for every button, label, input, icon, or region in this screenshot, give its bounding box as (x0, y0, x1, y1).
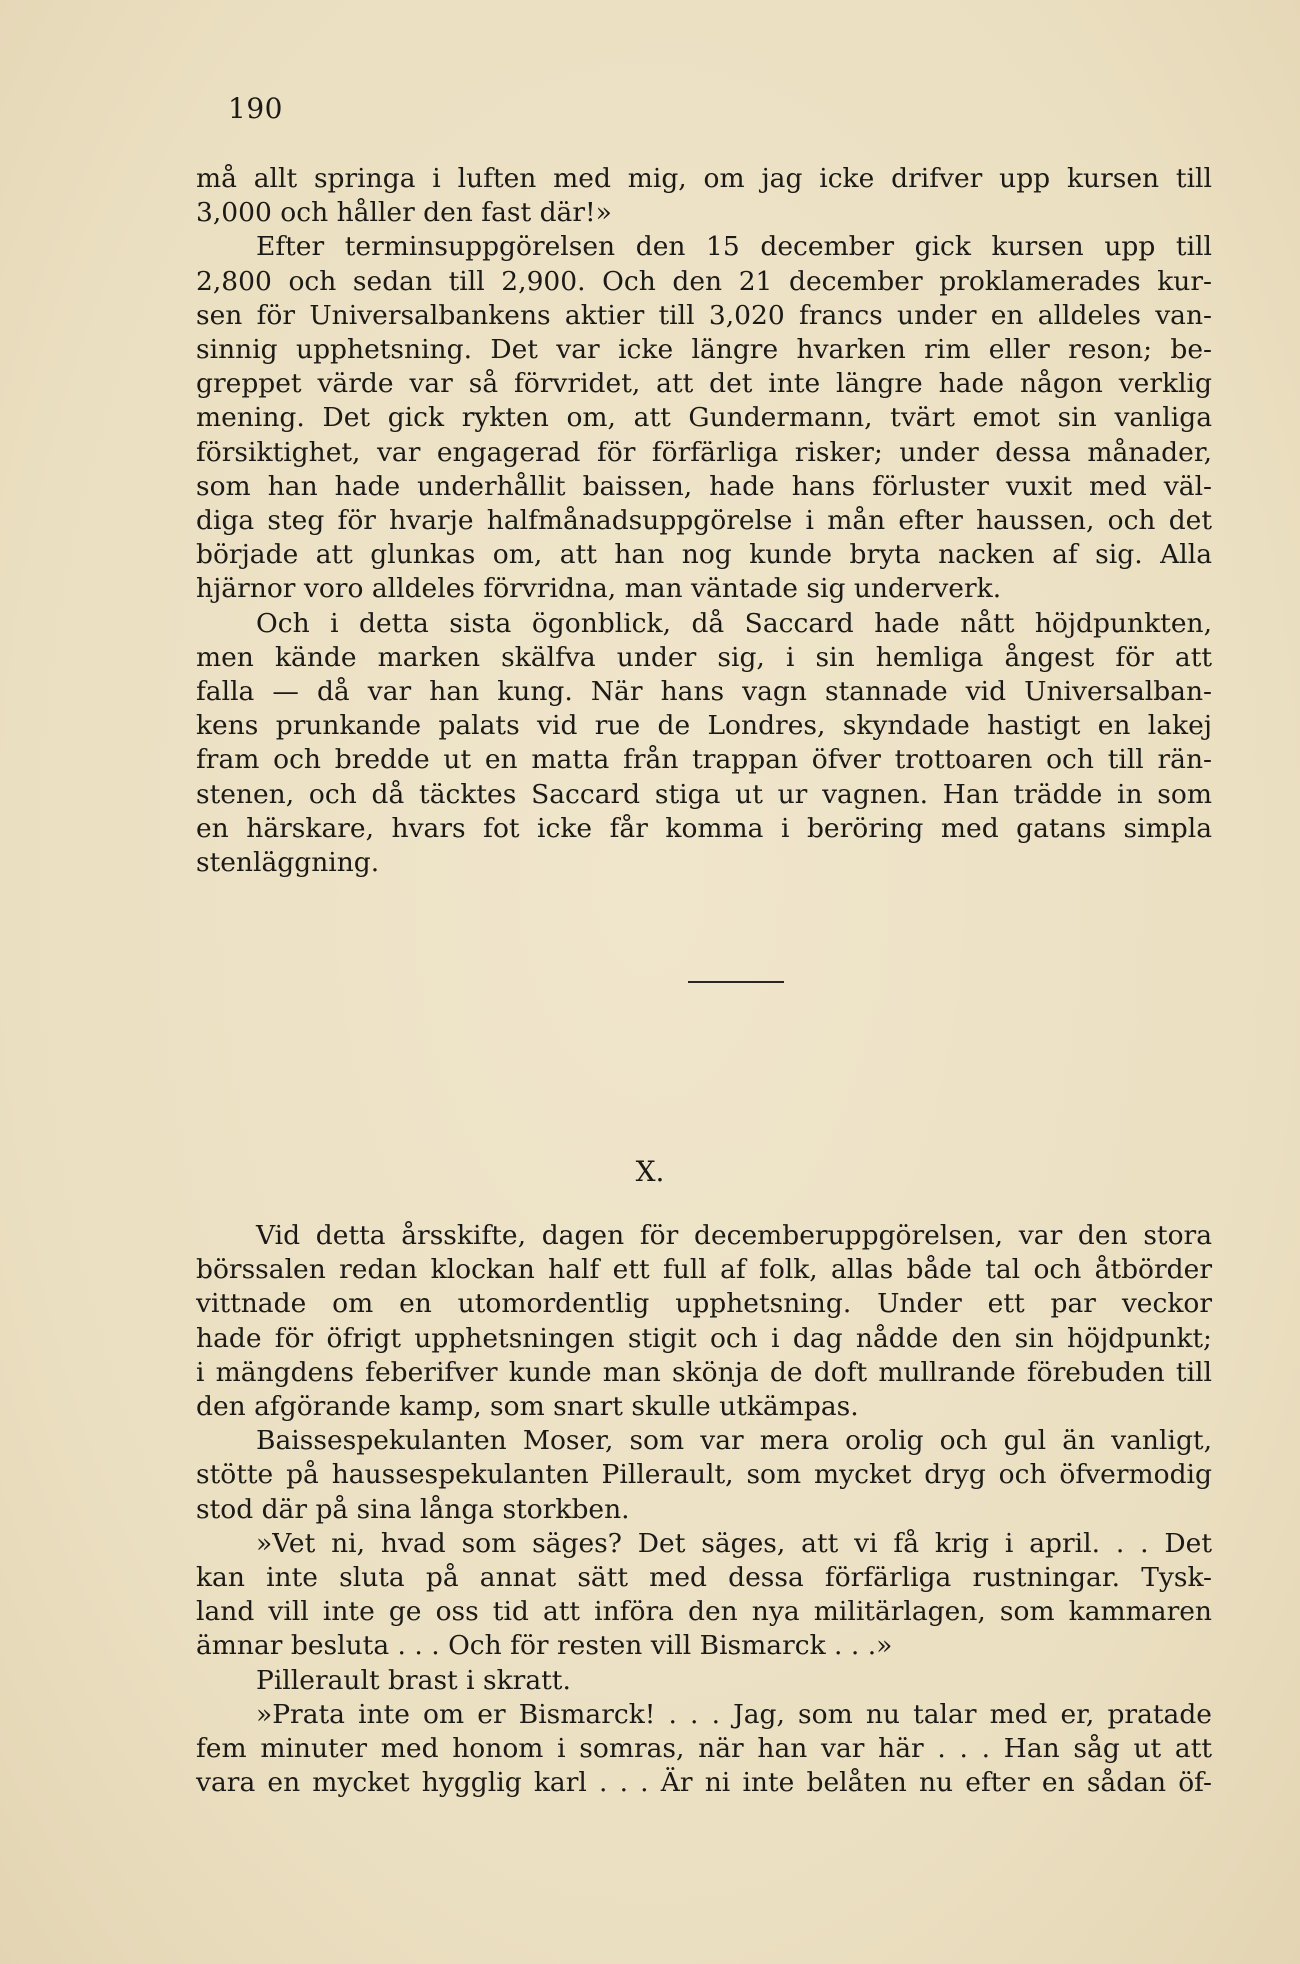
text-line: land vill inte ge oss tid att införa den nya militärlagen, som kammaren (196, 1596, 1212, 1628)
text-line: sinnig upphetsning. Det var icke längre hvarken rim eller reson; be- (196, 334, 1212, 366)
text-line: stenläggning. (196, 847, 380, 879)
text-line: Och i detta sista ögonblick, då Saccard hade nått höjdpunkten, (256, 607, 1212, 639)
text-line: hjärnor voro alldeles förvridna, man väntade sig underverk. (196, 573, 1002, 605)
text-line: stod där på sina långa storkben. (196, 1493, 630, 1525)
text-line: den afgörande kamp, som snart skulle utkämpas. (196, 1391, 859, 1423)
chapter-heading: X. (635, 1155, 665, 1188)
text-line: greppet värde var så förvridet, att det inte längre hade någon verklig (196, 368, 1212, 400)
text-line: må allt springa i luften med mig, om jag icke drifver upp kursen till (196, 163, 1212, 194)
text-block-before-chapter (196, 162, 1212, 880)
text-line: 3,000 och håller den fast där!» (196, 197, 612, 229)
text-line: börssalen redan klockan half ett full af folk, allas både tal och åtbörder (196, 1254, 1212, 1286)
text-line: Vid detta årsskifte, dagen för decemberuppgörelsen, var den stora (256, 1220, 1212, 1251)
text-block-chapter-x (196, 1219, 1212, 1800)
text-line: »Prata inte om er Bismarck! . . . Jag, som nu talar med er, pratade (256, 1698, 1212, 1730)
text-line: Baissespekulanten Moser, som var mera orolig och gul än vanligt, (256, 1425, 1212, 1457)
text-line: men kände marken skälfva under sig, i sin hemliga ångest för att (196, 641, 1212, 673)
text-line: mening. Det gick rykten om, att Gundermann, tvärt emot sin vanliga (196, 402, 1212, 434)
text-line: sen för Universalbankens aktier till 3,020 francs under en alldeles van- (196, 299, 1212, 331)
text-line: fem minuter med honom i somras, när han var här . . . Han såg ut att (196, 1733, 1212, 1765)
section-divider (688, 981, 784, 983)
text-line: försiktighet, var engagerad för förfärliga risker; under dessa månader, (196, 436, 1212, 468)
text-line: fram och bredde ut en matta från trappan öfver trottoaren och till rän- (196, 744, 1212, 776)
text-line: Efter terminsuppgörelsen den 15 december gick kursen upp till (256, 231, 1212, 263)
text-line: började att glunkas om, att han nog kunde bryta nacken af sig. Alla (196, 539, 1212, 571)
page-number: 190 (228, 92, 283, 125)
text-line: vara en mycket hygglig karl . . . Är ni inte belåten nu efter en sådan öf- (196, 1767, 1212, 1799)
text-line: kan inte sluta på annat sätt med dessa förfärliga rustningar. Tysk- (196, 1562, 1212, 1594)
text-line: i mängdens feberifver kunde man skönja de doft mullrande förebuden till (196, 1356, 1212, 1388)
text-line: vittnade om en utomordentlig upphetsning. Under ett par veckor (196, 1288, 1212, 1320)
text-line: 2,800 och sedan till 2,900. Och den 21 december proklamerades kur- (196, 265, 1212, 297)
text-line: »Vet ni, hvad som säges? Det säges, att vi få krig i april. . . Det (256, 1527, 1212, 1559)
text-line: stenen, och då täcktes Saccard stiga ut ur vagnen. Han trädde in som (196, 778, 1212, 810)
text-line: en härskare, hvars fot icke får komma i beröring med gatans simpla (196, 812, 1212, 844)
text-line: falla — då var han kung. När hans vagn stannade vid Universalban- (196, 676, 1212, 708)
text-line: Pillerault brast i skratt. (256, 1664, 571, 1696)
text-line: hade för öfrigt upphetsningen stigit och i dag nådde den sin höjdpunkt; (196, 1322, 1212, 1354)
text-line: som han hade underhållit baissen, hade hans förluster vuxit med väl- (196, 470, 1212, 502)
text-line: kens prunkande palats vid rue de Londres, skyndade hastigt en lakej (196, 710, 1212, 742)
text-line: ämnar besluta . . . Och för resten vill Bismarck . . .» (196, 1630, 893, 1662)
text-line: stötte på haussespekulanten Pillerault, som mycket dryg och öfvermodig (196, 1459, 1212, 1491)
text-line: diga steg för hvarje halfmånadsuppgörelse i mån efter haussen, och det (196, 505, 1212, 537)
